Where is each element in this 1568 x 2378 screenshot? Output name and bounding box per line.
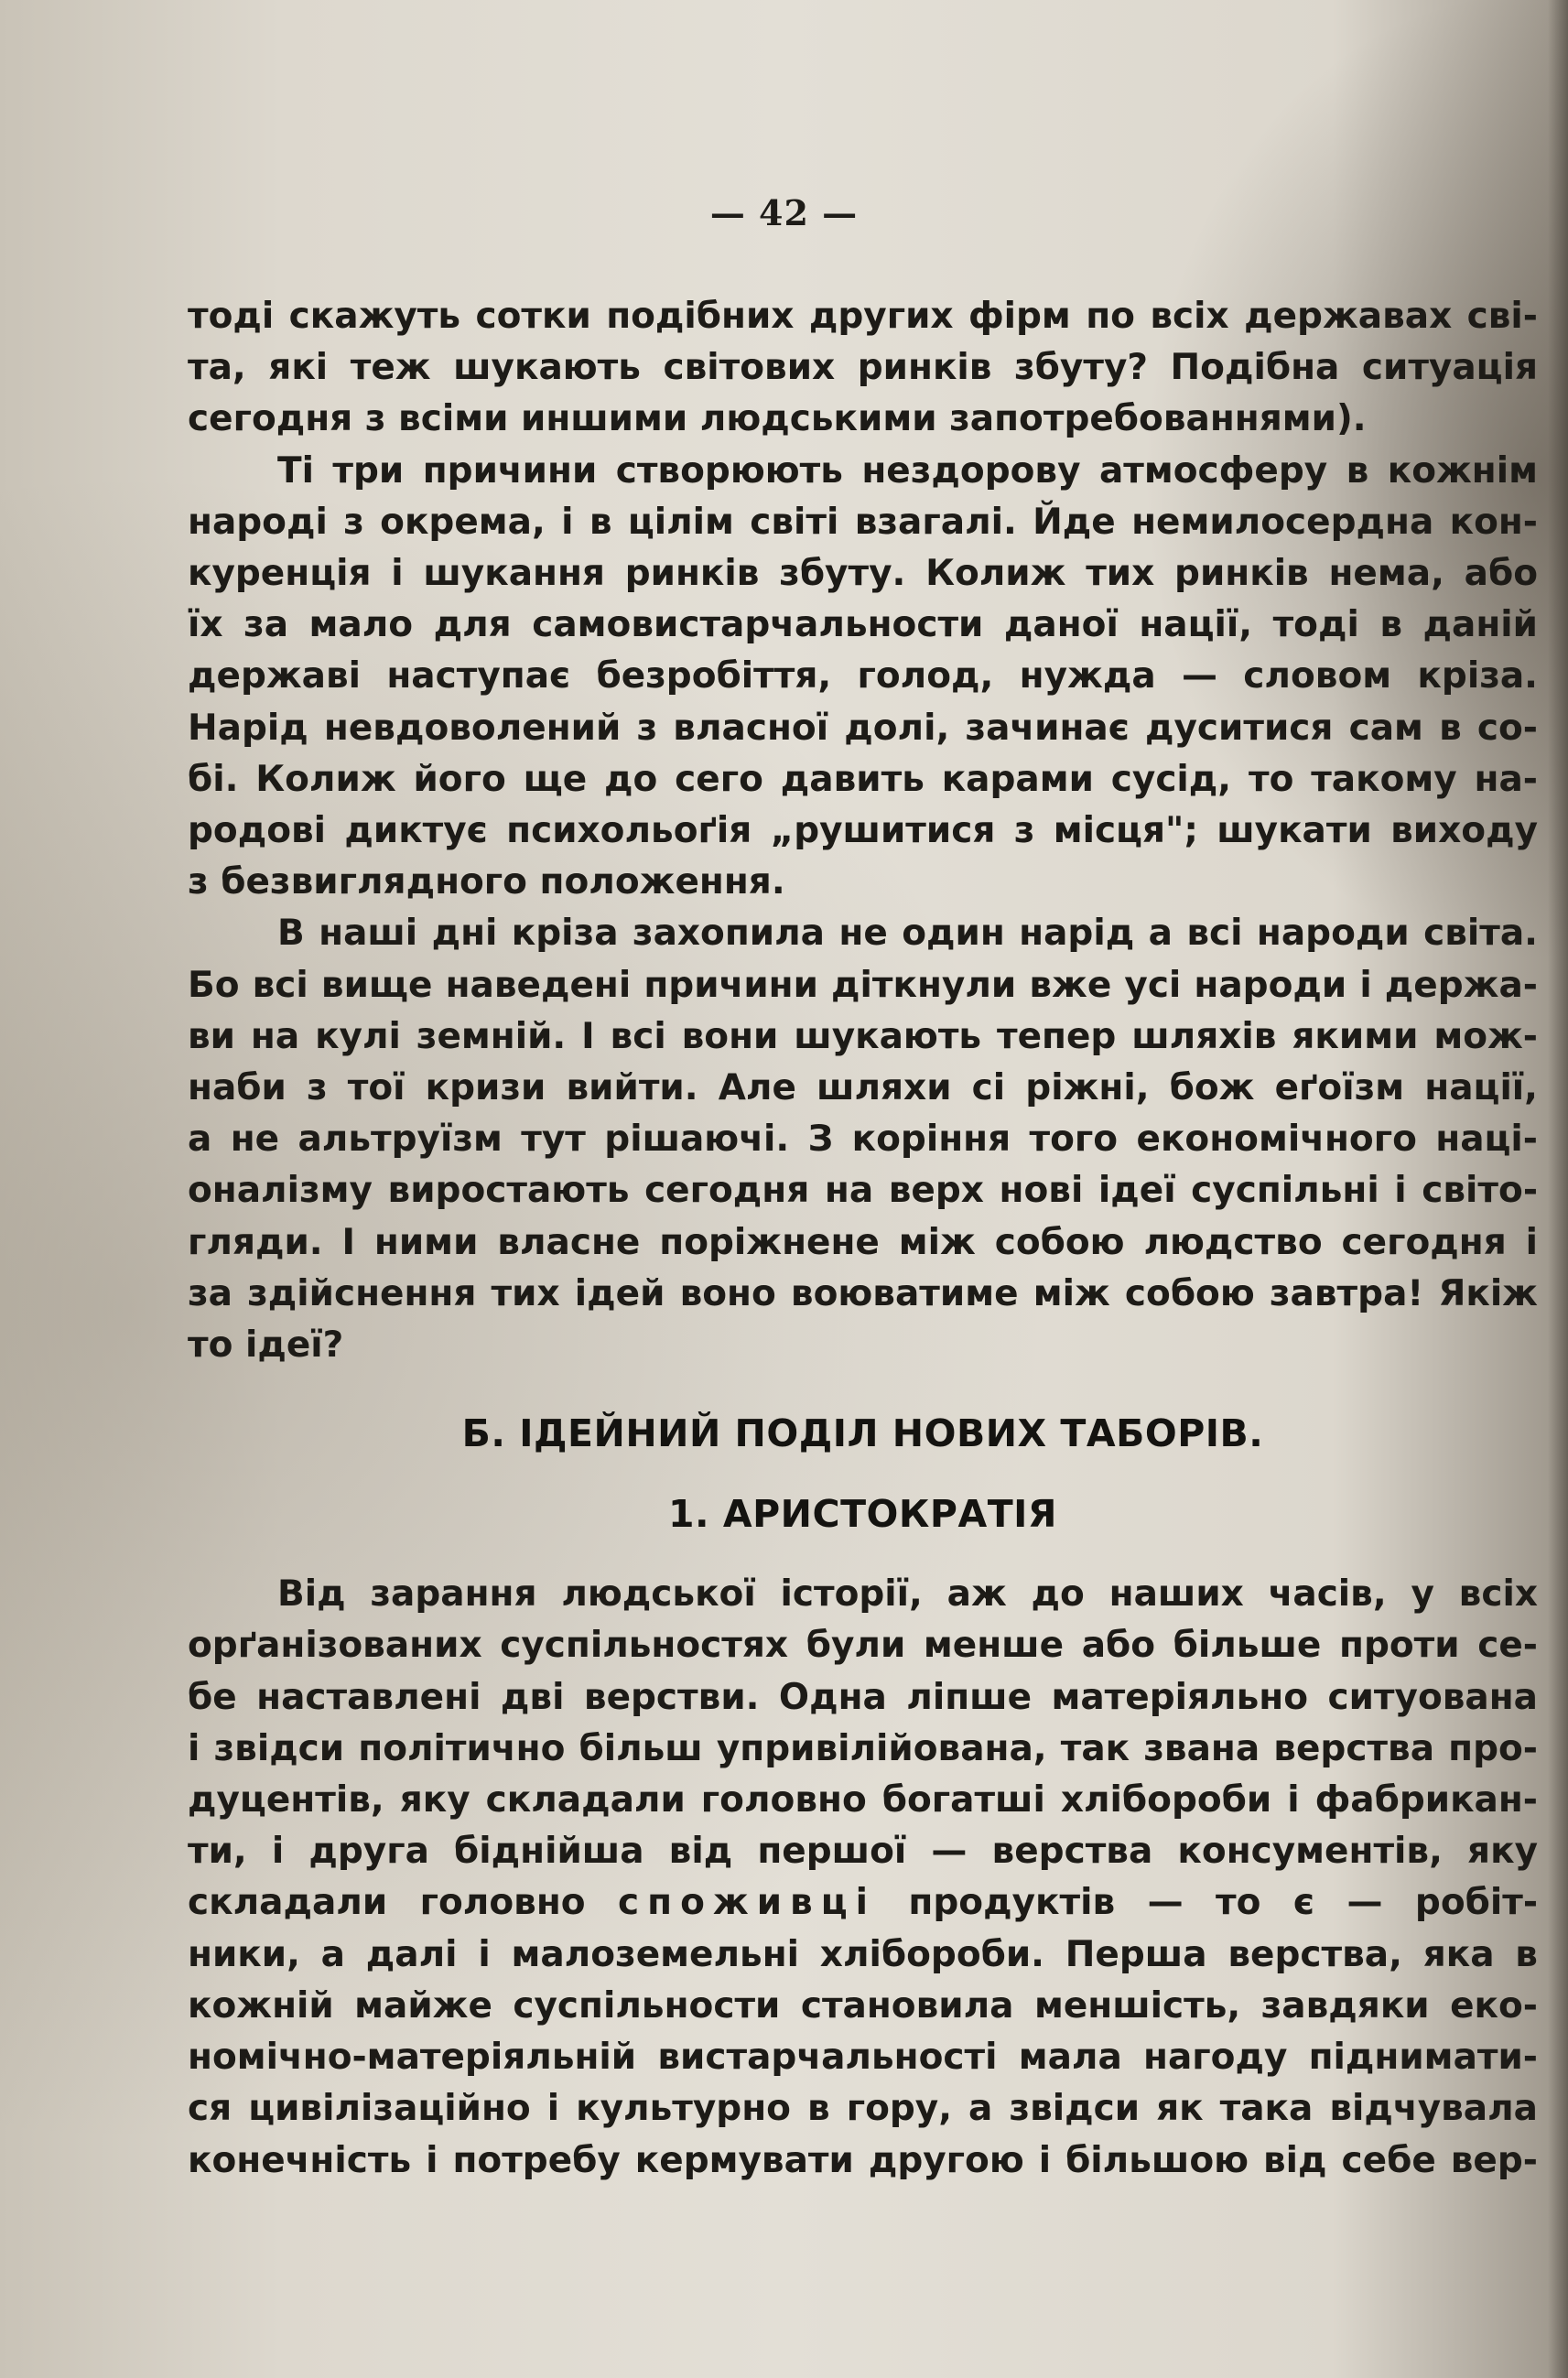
text-line: дуцентів, яку складали головно богатші хлібороби і фабрикан- <box>188 1779 1538 1821</box>
text-line: В наші дні кріза захопила не один нарід а всі народи світа. <box>277 913 1538 955</box>
section-heading: Б. ІДЕЙНИЙ ПОДІЛ НОВИХ ТАБОРІВ. <box>461 1411 1264 1456</box>
text-line: з безвиглядного положення. <box>188 861 785 903</box>
text-line: сегодня з всіми иншими людськими запотребованнями). <box>188 398 1367 440</box>
text-line: тоді скажуть сотки подібних других фірм по всіх державах сві- <box>188 296 1538 337</box>
text-line: конечність і потребу кермувати другою і більшою від себе вер- <box>188 2139 1538 2181</box>
text-line: Від зарання людської історії, аж до наших часів, у всіх <box>277 1573 1538 1616</box>
text-line: номічно-матеріяльній вистарчальності мала нагоду піднимати- <box>188 2037 1538 2079</box>
text-line: Ті три причини створюють нездорову атмосферу в кожнім <box>277 449 1538 492</box>
emphasized-word: споживці <box>618 1882 876 1924</box>
text-line: Бо всі вище наведені причини діткнули вже усі народи і держа- <box>188 964 1538 1006</box>
page-edge-shadow <box>1548 0 1568 2378</box>
page-number: — 42 — <box>709 192 859 233</box>
text-line: наби з тої кризи вийти. Але шляхи сі ріжні, бож еґоїзм нації, <box>188 1067 1538 1109</box>
text-line: гляди. І ними власне поріжнене між собою людство сегодня і <box>188 1221 1538 1263</box>
text-line: бі. Колиж його ще до сего давить карами сусід, то такому на- <box>188 758 1538 800</box>
text-line: народі з окрема, і в цілім світі взагалі. Йде немилосердна кон- <box>188 501 1538 543</box>
text-line: за здійснення тих ідей воно воюватиме між собою завтра! Якіж <box>188 1272 1538 1314</box>
text-line: ся цивілізаційно і культурно в гору, а звідси як така відчувала <box>188 2088 1538 2130</box>
text-line: родові диктує психольоґія „рушитися з місця"; шукати виходу <box>188 810 1538 852</box>
text-line: то ідеї? <box>188 1324 344 1367</box>
text-line: оналізму виростають сегодня на верх нові ідеї суспільні і світо- <box>188 1170 1538 1212</box>
paragraph-1 <box>188 291 1538 446</box>
text-line: а не альтруїзм тут рішаючі. З коріння того економічного наці- <box>188 1119 1538 1161</box>
subsection-heading: 1. АРИСТОКРАТІЯ <box>668 1492 1057 1537</box>
text-line: ти, і друга біднійша від першої — верства консументів, яку <box>188 1831 1538 1873</box>
text-line: та, які теж шукають світових ринків збуту? Подібна ситуація <box>188 347 1538 389</box>
paragraph-4 <box>188 1569 1538 2186</box>
text-line: їх за мало для самовистарчальности даної нації, тоді в даній <box>188 604 1538 646</box>
text-line: державі наступає безробіття, голод, нужда — словом кріза. <box>188 655 1538 697</box>
paragraph-3 <box>188 908 1538 1371</box>
text-line: Нарід невдоволений з власної долі, зачинає дуситися сам в со- <box>188 707 1538 749</box>
text-fragment: продуктів — то є — робіт- <box>875 1882 1539 1924</box>
text-line: кожній майже суспільности становила меншість, завдяки еко- <box>188 1984 1538 2027</box>
text-line: ники, а далі і малоземельні хлібороби. Перша верства, яка в <box>188 1933 1538 1975</box>
text-line-spaced <box>188 1877 1538 1929</box>
text-line: ви на кулі земній. І всі вони шукають тепер шляхів якими мож- <box>188 1015 1538 1057</box>
page-body <box>188 291 1538 2187</box>
text-line: орґанізованих суспільностях були менше або більше проти се- <box>188 1625 1538 1667</box>
text-fragment: складали головно <box>188 1882 619 1924</box>
text-line: куренція і шукання ринків збуту. Колиж тих ринків нема, або <box>188 553 1538 595</box>
text-line: бе наставлені дві верстви. Одна ліпше матеріяльно ситуована <box>188 1676 1538 1718</box>
paragraph-2 <box>188 446 1538 909</box>
text-line: і звідси політично більш упривілійована, так звана верства про- <box>188 1727 1538 1769</box>
